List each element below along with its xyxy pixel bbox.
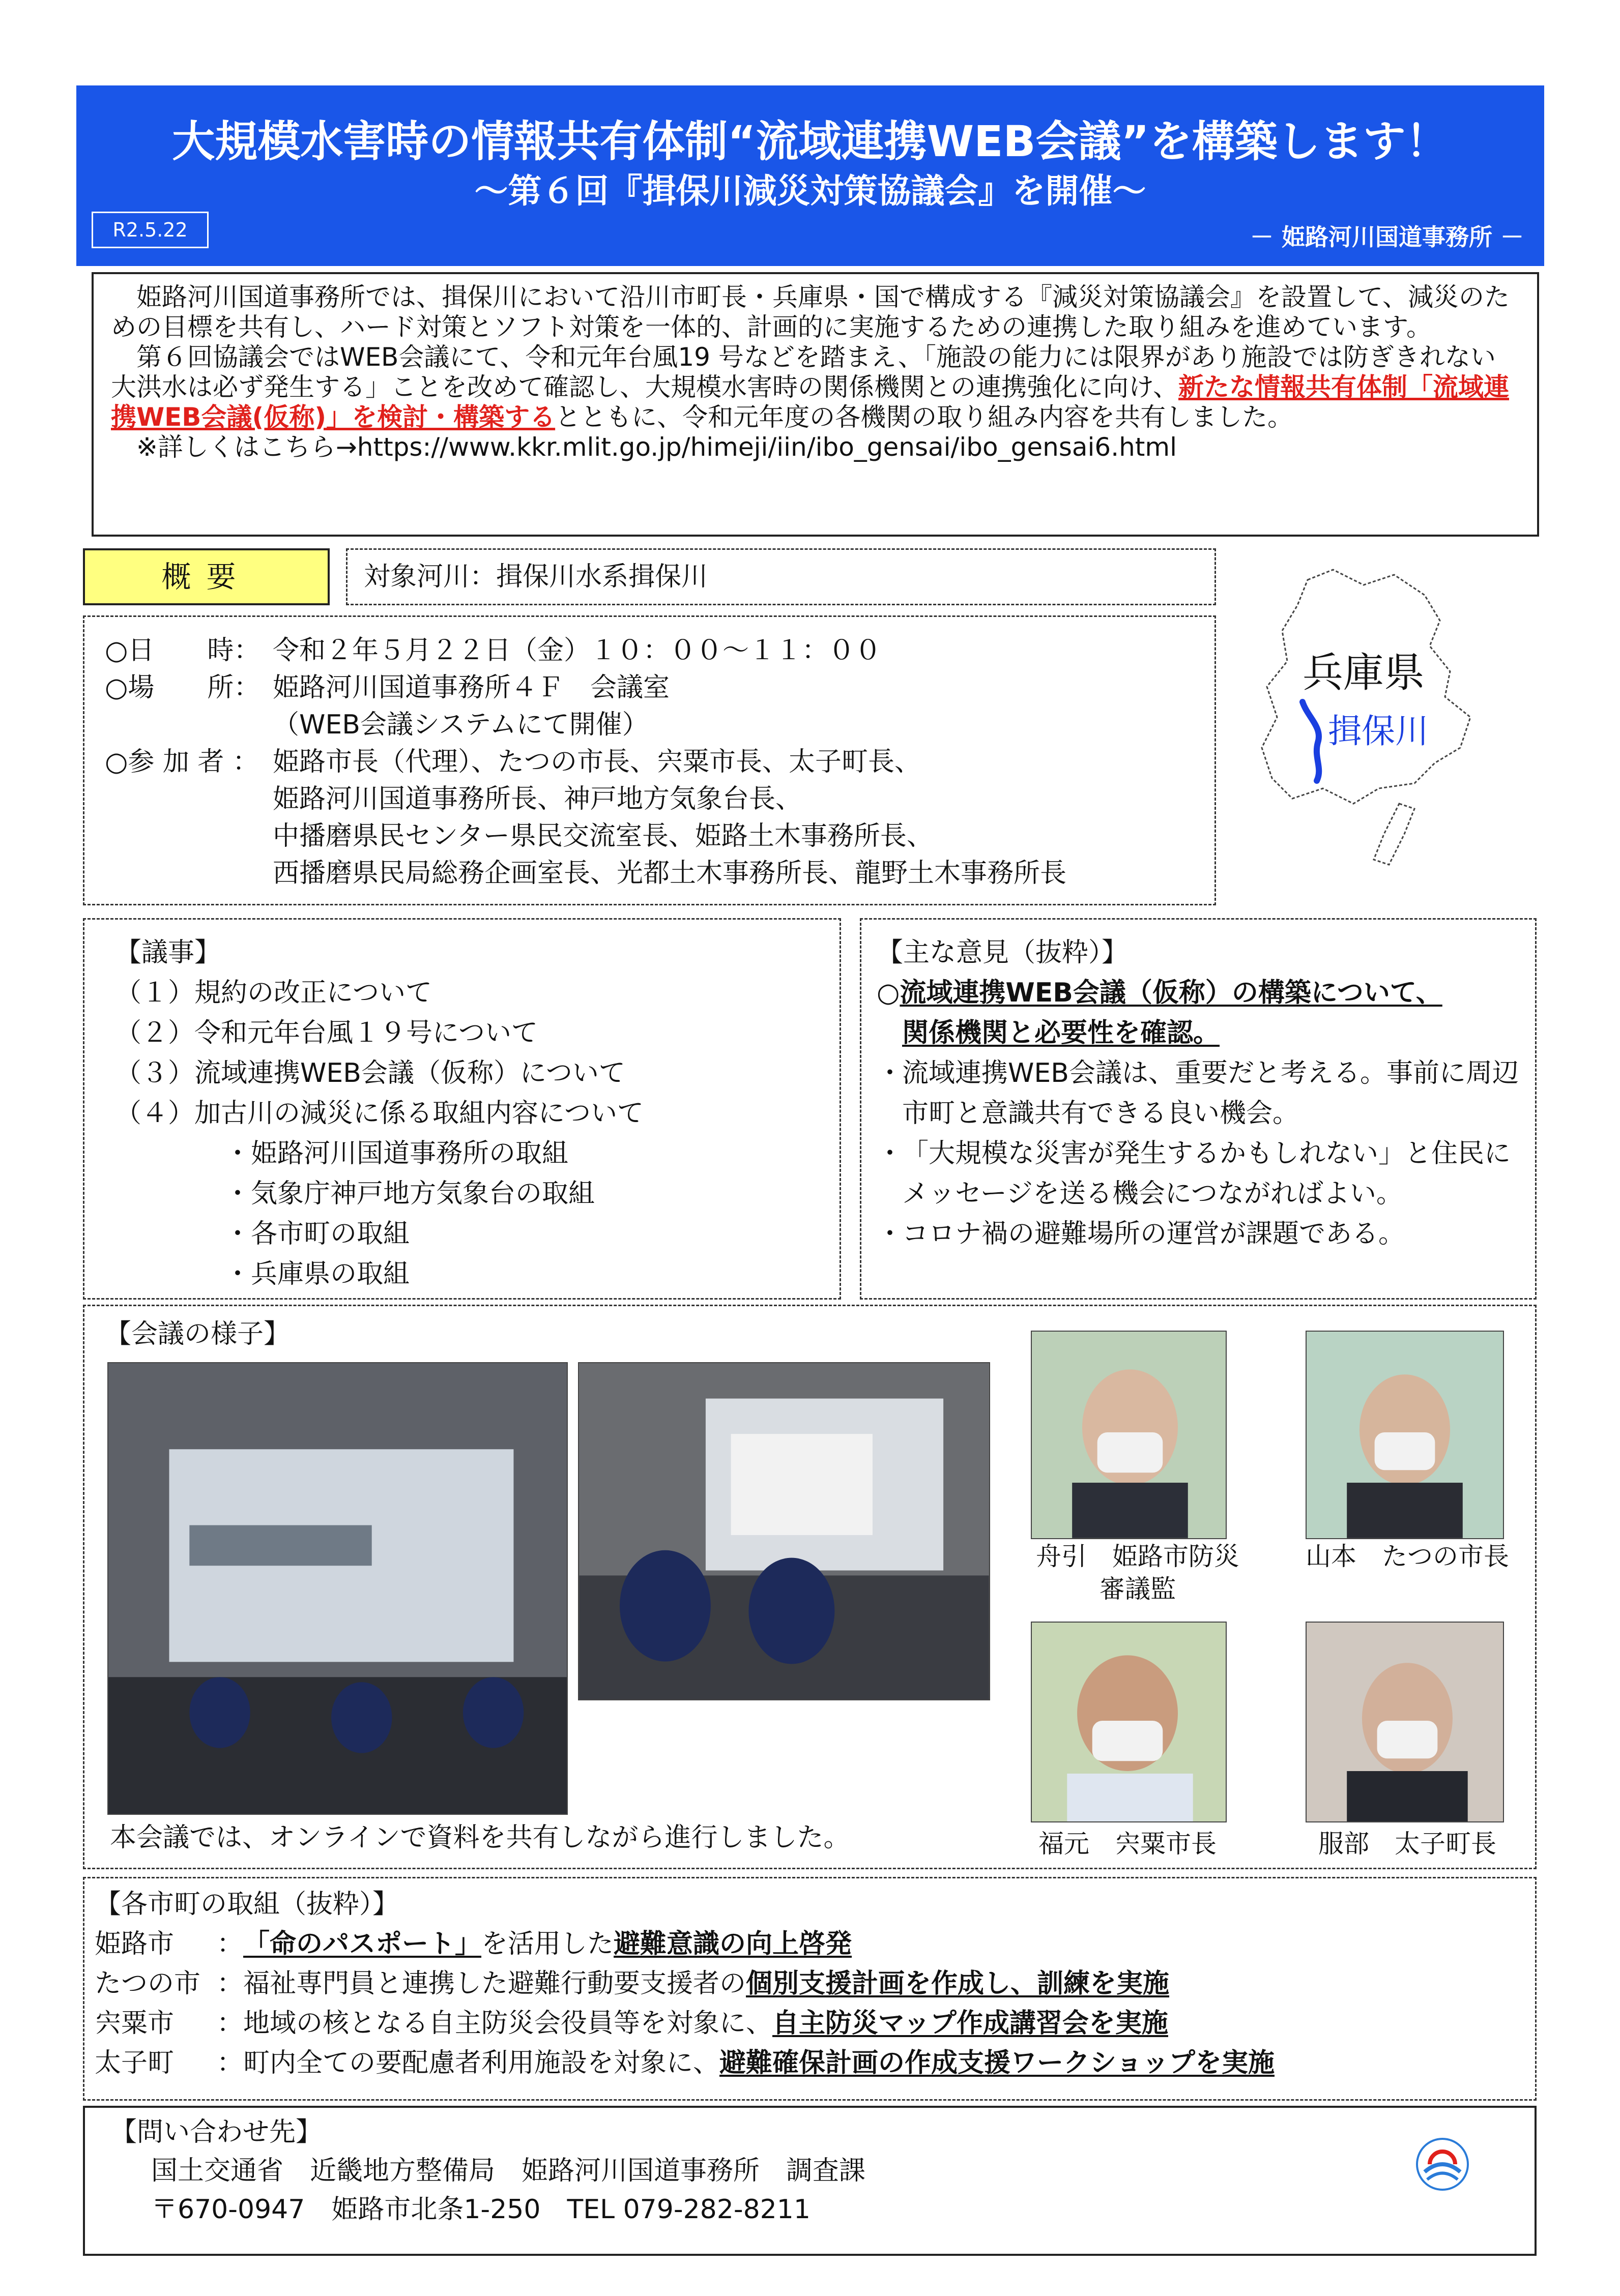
meeting-caption: 本会議では、オンラインで資料を共有しながら進行しました。	[110, 1822, 850, 1853]
municipal-highlight: 避難意識の向上啓発	[614, 1929, 852, 1959]
participants-line: 中播磨県民センター県民交流室長、姫路土木事務所長、	[273, 821, 933, 851]
intro-paragraph-2	[111, 342, 1520, 432]
awaji-island	[1374, 804, 1414, 865]
contact-office: 国土交通省 近畿地方整備局 姫路河川国道事務所 調査課	[151, 2156, 866, 2186]
opinion-main-line1: 流域連携WEB会議（仮称）の構築について、	[900, 978, 1442, 1008]
intro-p2-start: 第６回協議会ではWEB会議にて、令和元年台風19 号などを踏まえ、「施設の能力には限界があり施設では防ぎきれない大洪水は必ず発生する」ことを改めて確認し、大規模水害時の関係機関との連携強化に向け、	[111, 342, 1496, 402]
opinion-bullet: ・ 流域連携WEB会議は、重要だと考える。事前に周辺市町と意識共有できる良い機会。	[877, 1053, 1520, 1134]
opinion-text: 流域連携WEB会議は、重要だと考える。事前に周辺市町と意識共有できる良い機会。	[902, 1058, 1519, 1129]
municipal-row	[95, 1924, 1535, 1964]
opinion-bullet: ・ コロナ禍の避難場所の運営が課題である。	[877, 1214, 1520, 1254]
intro-box	[92, 272, 1539, 537]
participants-line: 姫路市長（代理）、たつの市長、宍粟市長、太子町長、	[273, 747, 921, 777]
web-meeting-photo	[578, 1362, 990, 1700]
date-label: ○日 時：	[105, 635, 261, 666]
municipal-name: 姫路市	[95, 1929, 175, 1959]
meeting-room-photo	[107, 1362, 568, 1815]
municipal-text: ：福祉専門員と連携した避難行動要支援者の	[217, 1968, 746, 1999]
mlit-logo-icon	[1414, 2116, 1470, 2218]
yamamoto-photo	[1306, 1331, 1504, 1539]
funabiki-title: 審議監	[1100, 1574, 1176, 1604]
participants-row	[105, 744, 1214, 781]
municipal-text: ：地域の核となる自主防災会役員等を対象に、	[217, 2008, 773, 2039]
agenda-item: （２）令和元年台風１９号について	[115, 1018, 538, 1048]
municipal-name: 宍粟市	[95, 2008, 175, 2039]
meeting-box	[83, 1305, 1537, 1869]
page-subtitle: ～第６回『揖保川減災対策協議会』を開催～	[474, 171, 1146, 211]
funabiki-caption	[1016, 1540, 1260, 1605]
hattori-caption: 服部 太子町長	[1318, 1829, 1496, 1859]
date-row	[105, 632, 1214, 669]
funabiki-photo	[1031, 1331, 1227, 1539]
river-label: 揖保川	[1328, 712, 1429, 751]
municipal-highlight: 避難確保計画の作成支援ワークショップを実施	[719, 2048, 1275, 2078]
header-banner	[76, 85, 1544, 266]
municipal-text: を活用した	[481, 1929, 614, 1959]
municipal-row	[95, 2004, 1535, 2043]
office-name: － 姫路河川国道事務所 －	[1250, 223, 1524, 251]
contact-box	[83, 2106, 1537, 2256]
opinions-heading: 【主な意見（抜粋）】	[877, 937, 1129, 968]
opinion-main	[877, 973, 1520, 1013]
intro-p2-end: とともに、令和元年度の各機関の取り組み内容を共有しました。	[555, 402, 1293, 432]
opinion-bullet: ・ 「大規模な災害が発生するかもしれない」と住民にメッセージを送る機会につながればよい。	[877, 1134, 1520, 1214]
municipal-text: ：	[217, 1929, 244, 1959]
municipal-highlight: 個別支援計画を作成し、訓練を実施	[746, 1968, 1170, 1999]
municipal-box	[83, 1877, 1537, 2101]
opinion-text: コロナ禍の避難場所の運営が課題である。	[902, 1219, 1405, 1249]
opinions-box	[860, 918, 1537, 1300]
funabiki-name: 舟引 姫路市防災	[1036, 1542, 1239, 1571]
intro-paragraph-1: 姫路河川国道事務所では、揖保川において沿川市町長・兵庫県・国で構成する『減災対策協議会』を設置して、減災のための目標を共有し、ハード対策とソフト対策を一体的、計画的に実施するための連携した取り組みを進めています。	[111, 282, 1510, 342]
participants-label: ○参 加 者 ：	[105, 747, 259, 777]
fukumoto-caption: 福元 宍粟市長	[1038, 1829, 1217, 1859]
place-note: （WEB会議システムにて開催）	[273, 710, 649, 740]
municipal-text: ：町内全ての要配慮者利用施設を対象に、	[217, 2048, 720, 2078]
place-note-row	[105, 707, 1214, 744]
contact-address: 〒670-0947 姫路市北条1-250 TEL 079-282-8211	[151, 2194, 811, 2225]
place-row	[105, 669, 1214, 707]
contact-heading: 【問い合わせ先】	[110, 2117, 323, 2147]
agenda-subitem: ・気象庁神戸地方気象台の取組	[224, 1179, 595, 1209]
municipal-row	[95, 2043, 1535, 2083]
municipal-highlight: 自主防災マップ作成講習会を実施	[772, 2008, 1168, 2039]
agenda-item: （１）規約の改正について	[115, 978, 432, 1008]
opinion-main-2	[877, 1013, 1520, 1053]
meeting-heading: 【会議の様子】	[105, 1319, 291, 1349]
prefecture-label: 兵庫県	[1303, 649, 1425, 696]
hattori-photo	[1306, 1622, 1504, 1822]
place-value: 姫路河川国道事務所４Ｆ 会議室	[273, 672, 670, 703]
municipal-row	[95, 1964, 1535, 2004]
agenda-item: （３）流域連携WEB会議（仮称）について	[115, 1058, 625, 1088]
detail-link[interactable]: ※詳しくはこちら→https://www.kkr.mlit.go.jp/himeji/iin/ibo_gensai/ibo_gensai6.html	[136, 432, 1177, 462]
opinion-text: 「大規模な災害が発生するかもしれない」と住民にメッセージを送る機会につながればよい。	[902, 1138, 1511, 1209]
place-label: ○場 所：	[105, 672, 261, 703]
agenda-box	[83, 918, 841, 1300]
meeting-details	[83, 615, 1216, 905]
opinion-main-line2: 関係機関と必要性を確認。	[902, 1018, 1220, 1048]
fukumoto-photo	[1031, 1622, 1227, 1822]
municipal-highlight: 「命のパスポート」	[243, 1929, 482, 1959]
agenda-subitem: ・姫路河川国道事務所の取組	[224, 1138, 569, 1169]
agenda-subitem: ・各市町の取組	[224, 1219, 410, 1249]
agenda-heading: 【議事】	[115, 937, 221, 968]
municipal-name: たつの市	[95, 1968, 201, 1999]
opinion-main-mark: ○	[877, 978, 900, 1008]
intro-highlight: 新たな情報共有体制「流域連携WEB会議(仮称)」を検討・構築する	[111, 372, 1509, 432]
yamamoto-caption: 山本 たつの市長	[1306, 1542, 1509, 1571]
agenda-item: （４）加古川の減災に係る取組内容について	[115, 1098, 644, 1129]
participants-line: 西播磨県民局総務企画室長、光都土木事務所長、龍野土木事務所長	[273, 858, 1067, 889]
target-river: 対象河川：揖保川水系揖保川	[346, 548, 1216, 605]
municipal-name: 太子町	[95, 2048, 175, 2078]
page-title: 大規模水害時の情報共有体制“流域連携WEB会議”を構築します！	[172, 116, 1449, 166]
date-value: 令和２年５月２２日（金）１０：００～１１：００	[273, 635, 882, 666]
overview-label: 概要	[83, 548, 330, 605]
agenda-subitem: ・兵庫県の取組	[224, 1259, 410, 1289]
date-badge: R2.5.22	[92, 212, 209, 248]
hyogo-map	[1247, 565, 1491, 870]
participants-line: 姫路河川国道事務所長、神戸地方気象台長、	[273, 784, 802, 814]
municipal-heading: 【各市町の取組（抜粋）】	[95, 1889, 399, 1920]
